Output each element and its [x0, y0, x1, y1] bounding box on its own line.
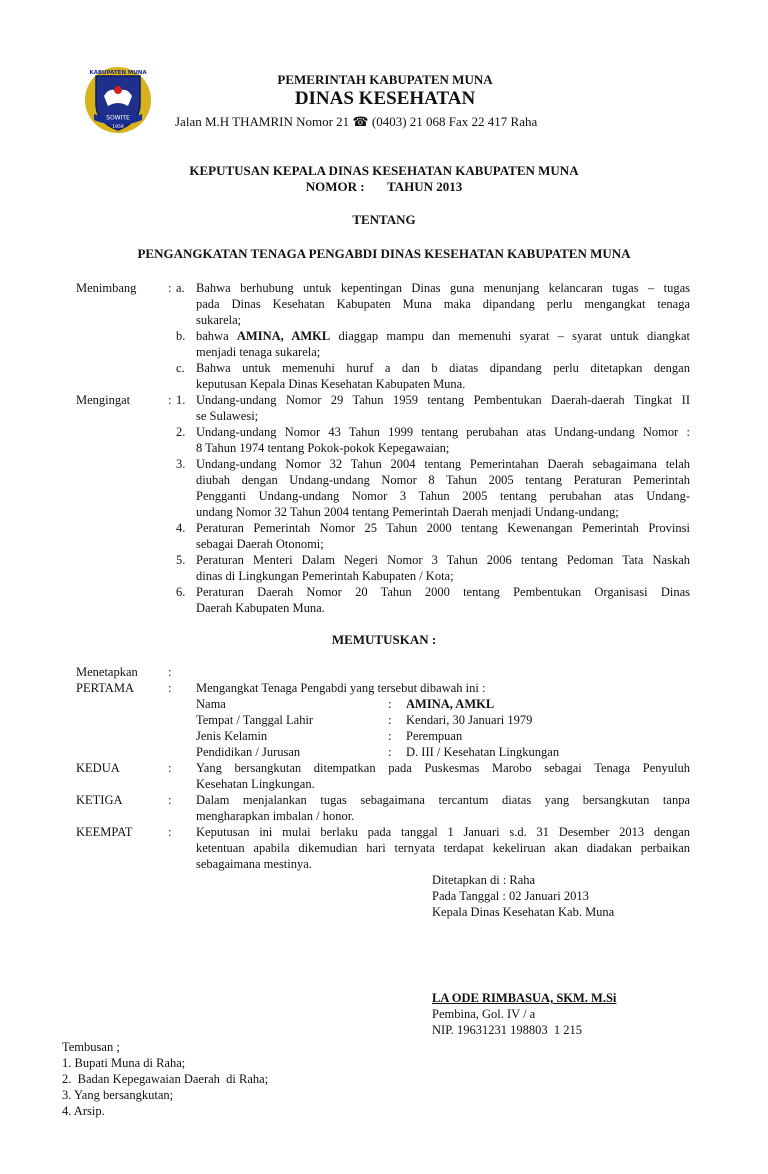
menimbang-c-text: Bahwa untuk memenuhi huruf a dan b diatas dipandang perlu ditetapkan dengan keputusan Kepala Dinas Kesehatan Kabupaten Muna.	[196, 361, 690, 391]
pertama-text: Mengangkat Tenaga Pengabdi yang tersebut dibawah ini :	[196, 681, 486, 695]
signature-place: Ditetapkan di : Raha	[432, 873, 536, 887]
keempat-label: KEEMPAT	[76, 825, 133, 839]
menimbang-c-marker: c.	[176, 361, 185, 375]
kedua-colon: :	[168, 761, 172, 775]
menimbang-colon: :	[168, 281, 172, 295]
ketiga-label: KETIGA	[76, 793, 123, 807]
header-government: PEMERINTAH KABUPATEN MUNA	[277, 72, 493, 87]
phone-icon: ☎	[352, 114, 369, 129]
mengingat-5-text: Peraturan Menteri Dalam Negeri Nomor 3 Tahun 2006 tentang Pedoman Tata Naskah dinas di Lingkungan Pemerintah Kabupaten / Kota;	[196, 553, 690, 583]
logo-year-text: 1959	[112, 125, 124, 130]
field-value-ttl: Kendari, 30 Januari 1979	[406, 713, 533, 727]
keempat-text: Keputusan ini mulai berlaku pada tanggal 1 Januari s.d. 31 Desember 2013 dengan ketentuan apabila dikemudian hari ternyata terdapat kekeliruan akan diadakan perbaikan sebagaimana mestinya.	[196, 825, 690, 871]
mengingat-3-marker: 3.	[176, 457, 186, 471]
logo-top-text: KABUPATEN MUNA	[89, 70, 147, 76]
tembusan-item: 1. Bupati Muna di Raha;	[62, 1056, 186, 1070]
tentang-heading: TENTANG	[352, 212, 416, 227]
menimbang-label: Menimbang	[76, 281, 137, 295]
kedua-label: KEDUA	[76, 761, 120, 775]
keempat-colon: :	[168, 825, 172, 839]
mengingat-4-marker: 4.	[176, 521, 186, 535]
logo-ribbon-text: SOWITE	[106, 114, 130, 122]
menimbang-a-marker: a.	[176, 281, 185, 295]
mengingat-6-marker: 6.	[176, 585, 186, 599]
signature-position: Kepala Dinas Kesehatan Kab. Muna	[432, 905, 615, 919]
field-colon: :	[388, 729, 392, 743]
pertama-colon: :	[168, 681, 172, 695]
decree-number: NOMOR : TAHUN 2013	[305, 179, 463, 194]
field-colon: :	[388, 697, 392, 711]
decree-subject: PENGANGKATAN TENAGA PENGABDI DINAS KESEHATAN KABUPATEN MUNA	[137, 246, 631, 261]
menimbang-a-text: Bahwa berhubung untuk kepentingan Dinas guna menunjang kelancaran tugas – tugas pada Dinas Kesehatan Kabupaten Muna maka dipandang perlu mengangkat tenaga sukarela;	[196, 281, 690, 327]
mengingat-2-text: Undang-undang Nomor 43 Tahun 1999 tentang perubahan atas Undang-undang Nomor : 8 Tahun 1974 tentang Pokok-pokok Kepegawaian;	[196, 425, 690, 455]
field-key-nama: Nama	[196, 697, 226, 711]
tembusan-item: 3. Yang bersangkutan;	[62, 1088, 174, 1102]
mengingat-4-text: Peraturan Pemerintah Nomor 25 Tahun 2000 tentang Kewenangan Pemerintah Provinsi sebagai Daerah Otonomi;	[196, 521, 690, 551]
mengingat-5-marker: 5.	[176, 553, 186, 567]
menetapkan-colon: :	[168, 665, 172, 679]
field-value-gender: Perempuan	[406, 729, 463, 743]
kedua-text: Yang bersangkutan ditempatkan pada Puskesmas Marobo sebagai Tenaga Penyuluh Kesehatan Lingkungan.	[196, 761, 690, 791]
muna-regency-emblem-logo	[84, 66, 152, 134]
mengingat-3-text: Undang-undang Nomor 32 Tahun 2004 tentang Pemerintahan Daerah sebagaimana telah diubah dengan Undang-undang Nomor 8 Tahun 2005 tentang Peraturan Pemerintah Pengganti Undang-undang Nomor 3 Tahun 2005 tentang perubahan atas Undang- undang Nomor 32 Tahun 2004 tentang Pemerintah Daerah menjadi Undang-undang;	[196, 457, 690, 519]
field-colon: :	[388, 713, 392, 727]
ketiga-text: Dalam menjalankan tugas sebagaimana tercantum diatas yang bersangkutan tanpa mengharapkan imbalan / honor.	[196, 793, 690, 823]
ketiga-colon: :	[168, 793, 172, 807]
field-value-nama: AMINA, AMKL	[406, 697, 495, 711]
mengingat-6-text: Peraturan Daerah Nomor 20 Tahun 2000 tentang Pembentukan Organisasi Dinas Daerah Kabupaten Muna.	[196, 585, 690, 615]
menetapkan-label: Menetapkan	[76, 665, 138, 679]
decree-title: KEPUTUSAN KEPALA DINAS KESEHATAN KABUPATEN MUNA	[189, 163, 579, 178]
address-suffix: (0403) 21 068 Fax 22 417 Raha	[371, 114, 538, 129]
field-colon: :	[388, 745, 392, 759]
address-prefix: Jalan M.H THAMRIN Nomor 21	[175, 114, 350, 129]
tembusan-item: 2. Badan Kepegawaian Daerah di Raha;	[62, 1072, 269, 1086]
signatory-nip: NIP. 19631231 198803 1 215	[432, 1023, 583, 1037]
mengingat-colon: :	[168, 393, 172, 407]
menimbang-b-text: bahwa AMINA, AMKL diaggap mampu dan memenuhi syarat – syarat untuk diangkat menjadi tenaga sukarela;	[196, 329, 690, 359]
signature-date: Pada Tanggal : 02 Januari 2013	[432, 889, 589, 903]
header-department: DINAS KESEHATAN	[294, 88, 476, 109]
mengingat-1-marker: 1.	[176, 393, 186, 407]
signatory-name: LA ODE RIMBASUA, SKM. M.Si	[432, 991, 617, 1005]
memutuskan-heading: MEMUTUSKAN :	[331, 632, 437, 647]
field-key-education: Pendidikan / Jurusan	[196, 745, 301, 759]
mengingat-1-text: Undang-undang Nomor 29 Tahun 1959 tentang Pembentukan Daerah-daerah Tingkat II se Sulawesi;	[196, 393, 690, 423]
header-address	[175, 114, 537, 130]
menimbang-b-marker: b.	[176, 329, 186, 343]
pertama-label: PERTAMA	[76, 681, 134, 695]
field-key-gender: Jenis Kelamin	[196, 729, 268, 743]
mengingat-label: Mengingat	[76, 393, 131, 407]
field-key-ttl: Tempat / Tanggal Lahir	[196, 713, 314, 727]
tembusan-title: Tembusan ;	[62, 1040, 120, 1054]
mengingat-2-marker: 2.	[176, 425, 186, 439]
signatory-rank: Pembina, Gol. IV / a	[432, 1007, 536, 1021]
field-value-education: D. III / Kesehatan Lingkungan	[406, 745, 560, 759]
tembusan-item: 4. Arsip.	[62, 1104, 105, 1118]
